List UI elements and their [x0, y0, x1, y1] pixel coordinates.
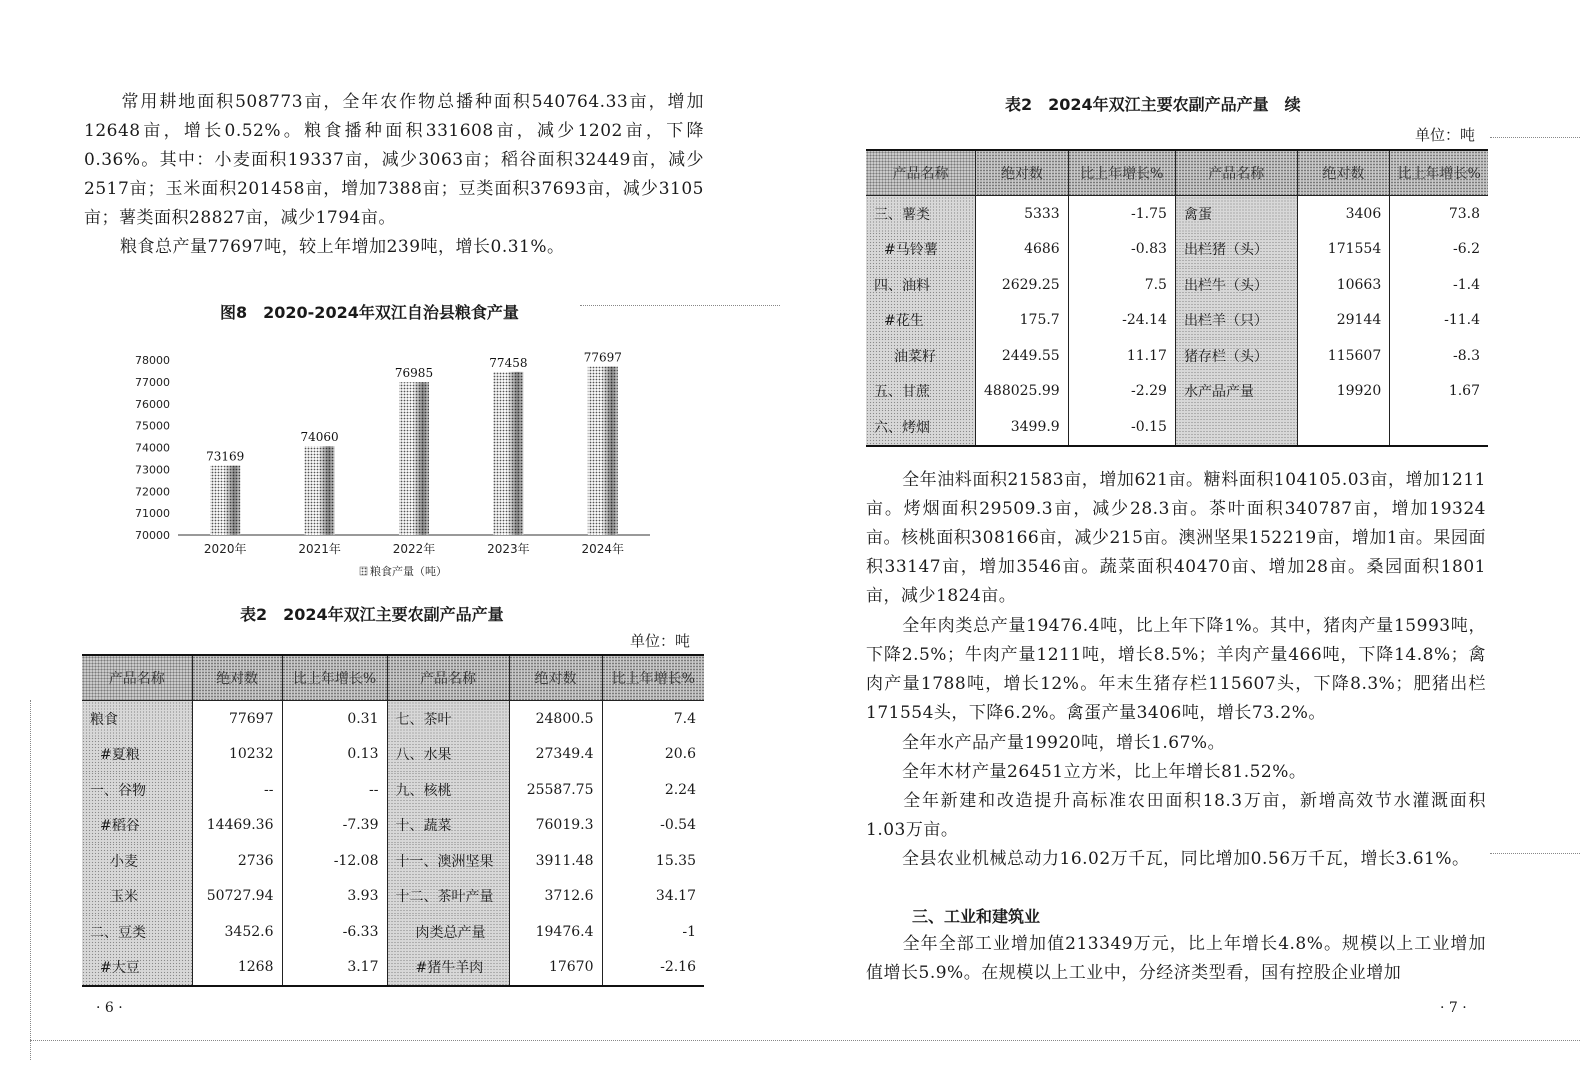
value-cell: 0.13	[282, 737, 387, 773]
value-cell: 76019.3	[509, 808, 602, 844]
value-cell: 50727.94	[192, 879, 282, 915]
product-name-cell: 七、茶叶	[387, 701, 509, 737]
product-name-cell: 十一、澳洲坚果	[387, 843, 509, 879]
value-cell: 15.35	[602, 843, 704, 879]
column-header: 比上年增长%	[282, 655, 387, 701]
column-header: 产品名称	[866, 150, 976, 196]
bar-data-label: 77458	[489, 355, 528, 370]
value-cell: 175.7	[976, 303, 1069, 339]
dotted-guide	[790, 1040, 1580, 1041]
column-header: 产品名称	[387, 655, 509, 701]
product-name-cell: 肉类总产量	[387, 914, 509, 950]
bars	[206, 351, 622, 535]
x-axis-labels	[204, 541, 624, 556]
table-row	[82, 701, 704, 737]
bar-data-label: 73169	[206, 449, 245, 464]
right-page	[790, 0, 1587, 1077]
value-cell: 115607	[1297, 338, 1390, 374]
value-cell: 17670	[509, 950, 602, 987]
table-row	[82, 737, 704, 773]
value-cell: 2629.25	[976, 267, 1069, 303]
value-cell: --	[282, 772, 387, 808]
y-tick-label: 77000	[135, 375, 170, 389]
page-number: · 6 ·	[96, 1000, 123, 1016]
table-row	[866, 232, 1488, 268]
value-cell: 2736	[192, 843, 282, 879]
paragraph-industry: 全年全部工业增加值213349万元，比上年增长4.8%。规模以上工业增加值增长5.9%。在规模以上工业中，分经济类型看，国有控股企业增加	[866, 934, 1486, 983]
y-tick-label: 75000	[135, 419, 170, 433]
products-table-continued	[866, 149, 1488, 447]
y-tick-label: 78000	[135, 354, 170, 367]
column-header: 比上年增长%	[1390, 150, 1488, 196]
column-header: 产品名称	[1175, 150, 1297, 196]
table-row	[866, 409, 1488, 446]
value-cell	[1297, 409, 1390, 446]
x-tick-label: 2022年	[392, 542, 436, 556]
product-name-cell: 禽蛋	[1175, 196, 1297, 232]
value-cell: 10663	[1297, 267, 1390, 303]
grain-bar-chart	[100, 345, 660, 585]
bar-data-label: 74060	[300, 430, 339, 445]
product-name-cell: 九、核桃	[387, 772, 509, 808]
paragraph-meat-output: 全年肉类总产量19476.4吨，比上年下降1%。其中，猪肉产量15993吨，下降2.5%；牛肉产量1211吨，增长8.5%；羊肉产量466吨，下降14.8%；禽肉产量1788吨，增长12%。年末生猪存栏115607头，下降8.3%；肥猪出栏171554头，下降6.2%。禽蛋产量3406吨，增长73.2%。	[866, 616, 1486, 723]
value-cell: -1	[602, 914, 704, 950]
figure-title: 图8 2020-2024年双江自治县粮食产量	[220, 303, 519, 322]
x-tick-label: 2023年	[487, 542, 530, 556]
product-name-cell: 四、油料	[866, 267, 976, 303]
value-cell: 3452.6	[192, 914, 282, 950]
column-header: 比上年增长%	[1068, 150, 1175, 196]
column-header: 比上年增长%	[602, 655, 704, 701]
product-name-cell: #马铃薯	[866, 232, 976, 268]
product-name-cell: 油菜籽	[866, 338, 976, 374]
value-cell: 25587.75	[509, 772, 602, 808]
table-row	[866, 338, 1488, 374]
product-name-cell: 三、薯类	[866, 196, 976, 232]
product-name-cell: 玉米	[82, 879, 192, 915]
value-cell: 0.31	[282, 701, 387, 737]
unit-label: 单位：吨	[1415, 126, 1476, 144]
column-header: 绝对数	[1297, 150, 1390, 196]
y-tick-label: 72000	[135, 485, 170, 499]
product-name-cell: 出栏猪（头）	[1175, 232, 1297, 268]
value-cell: 2.24	[602, 772, 704, 808]
value-cell: 77697	[192, 701, 282, 737]
value-cell: -2.16	[602, 950, 704, 987]
value-cell: 19920	[1297, 374, 1390, 410]
left-page	[0, 0, 790, 1077]
value-cell: 11.17	[1068, 338, 1175, 374]
products-table	[82, 654, 704, 987]
value-cell: 10232	[192, 737, 282, 773]
product-name-cell: #夏粮	[82, 737, 192, 773]
value-cell: 1.67	[1390, 374, 1488, 410]
value-cell: 488025.99	[976, 374, 1069, 410]
value-cell: -7.39	[282, 808, 387, 844]
value-cell: -12.08	[282, 843, 387, 879]
y-axis-ticks	[135, 354, 170, 542]
y-tick-label: 70000	[135, 529, 170, 542]
value-cell	[1390, 409, 1488, 446]
section-heading: 三、工业和建筑业	[912, 907, 1041, 926]
page-number: · 7 ·	[1440, 1000, 1467, 1016]
product-name-cell: 猪存栏（头）	[1175, 338, 1297, 374]
product-name-cell: 十二、茶叶产量	[387, 879, 509, 915]
value-cell: -8.3	[1390, 338, 1488, 374]
bar-shading	[399, 382, 429, 535]
table-title: 表2 2024年双江主要农副产品产量	[240, 605, 504, 624]
table-row	[82, 879, 704, 915]
table-row	[82, 808, 704, 844]
value-cell: 3712.6	[509, 879, 602, 915]
table-row	[82, 914, 704, 950]
value-cell: -0.54	[602, 808, 704, 844]
paragraph-machinery: 全县农业机械总动力16.02万千瓦，同比增加0.56万千瓦，增长3.61%。	[902, 849, 1470, 869]
dotted-guide	[580, 305, 780, 306]
bar-data-label: 77697	[583, 350, 622, 365]
column-header: 绝对数	[192, 655, 282, 701]
value-cell: -1.4	[1390, 267, 1488, 303]
value-cell: 34.17	[602, 879, 704, 915]
paragraph-grain-output: 粮食总产量77697吨，较上年增加239吨，增长0.31%。	[120, 237, 565, 257]
product-name-cell: 二、豆类	[82, 914, 192, 950]
value-cell: 4686	[976, 232, 1069, 268]
value-cell: -2.29	[1068, 374, 1175, 410]
x-tick-label: 2021年	[298, 542, 341, 556]
bar-shading	[210, 466, 240, 535]
value-cell: 2449.55	[976, 338, 1069, 374]
column-header: 绝对数	[976, 150, 1069, 196]
value-cell: 20.6	[602, 737, 704, 773]
table-row	[82, 772, 704, 808]
value-cell: -0.83	[1068, 232, 1175, 268]
table-row	[866, 303, 1488, 339]
dotted-guide	[30, 1040, 790, 1041]
table-row	[82, 843, 704, 879]
product-name-cell: 出栏羊（只）	[1175, 303, 1297, 339]
product-name-cell: 十、蔬菜	[387, 808, 509, 844]
value-cell: 3406	[1297, 196, 1390, 232]
product-name-cell: 小麦	[82, 843, 192, 879]
value-cell: -24.14	[1068, 303, 1175, 339]
y-tick-label: 74000	[135, 441, 170, 455]
dotted-guide	[30, 700, 31, 1060]
value-cell: 5333	[976, 196, 1069, 232]
value-cell: 3.93	[282, 879, 387, 915]
product-name-cell	[1175, 409, 1297, 446]
bar-shading	[493, 372, 523, 535]
product-name-cell: #稻谷	[82, 808, 192, 844]
value-cell: -6.2	[1390, 232, 1488, 268]
paragraph-aquatic: 全年水产品产量19920吨，增长1.67%。	[902, 733, 1226, 753]
product-name-cell: 一、谷物	[82, 772, 192, 808]
value-cell: --	[192, 772, 282, 808]
value-cell: 24800.5	[509, 701, 602, 737]
table-header-row	[82, 655, 704, 701]
table-row	[866, 374, 1488, 410]
product-name-cell: #大豆	[82, 950, 192, 987]
bar-data-label: 76985	[394, 366, 434, 381]
table-header-row	[866, 150, 1488, 196]
value-cell: 73.8	[1390, 196, 1488, 232]
value-cell: 14469.36	[192, 808, 282, 844]
dotted-guide	[1490, 853, 1580, 854]
value-cell: -11.4	[1390, 303, 1488, 339]
value-cell: 171554	[1297, 232, 1390, 268]
product-name-cell: #花生	[866, 303, 976, 339]
column-header: 产品名称	[82, 655, 192, 701]
dotted-guide	[1490, 137, 1580, 138]
value-cell: 3911.48	[509, 843, 602, 879]
value-cell: -6.33	[282, 914, 387, 950]
paragraph-crop-areas: 全年油料面积21583亩，增加621亩。糖料面积104105.03亩，增加1211亩。烤烟面积29509.3亩，减少28.3亩。茶叶面积340787亩，增加19324亩。核桃面积308166亩，减少215亩。澳洲坚果152219亩，增加1亩。果园面积33147亩，增加3546亩。蔬菜面积40470亩、增加28亩。桑园面积1801亩，减少1824亩。	[866, 470, 1486, 606]
table-row	[866, 196, 1488, 232]
product-name-cell: 出栏牛（头）	[1175, 267, 1297, 303]
value-cell: 29144	[1297, 303, 1390, 339]
product-name-cell: 粮食	[82, 701, 192, 737]
value-cell: 19476.4	[509, 914, 602, 950]
value-cell: 7.4	[602, 701, 704, 737]
unit-label: 单位：吨	[630, 632, 691, 650]
product-name-cell: 水产品产量	[1175, 374, 1297, 410]
x-tick-label: 2024年	[581, 542, 625, 556]
value-cell: 27349.4	[509, 737, 602, 773]
chart-legend	[360, 564, 447, 578]
value-cell: 7.5	[1068, 267, 1175, 303]
paragraph-crop-area: 常用耕地面积508773亩，全年农作物总播种面积540764.33亩，增加12648亩，增长0.52%。粮食播种面积331608亩，减少1202亩，下降0.36%。其中：小麦面积19337亩，减少3063亩；稻谷面积32449亩，减少2517亩；玉米面积201458亩，增加7388亩；豆类面积37693亩，减少3105亩；薯类面积28827亩，减少1794亩。	[84, 92, 704, 228]
bar-shading	[305, 446, 335, 535]
x-tick-label: 2020年	[203, 542, 247, 556]
column-header: 绝对数	[509, 655, 602, 701]
value-cell: 3.17	[282, 950, 387, 987]
product-name-cell: 八、水果	[387, 737, 509, 773]
value-cell: -1.75	[1068, 196, 1175, 232]
y-tick-label: 73000	[135, 463, 170, 477]
legend-label: 粮食产量（吨）	[370, 565, 447, 578]
legend-swatch	[360, 567, 367, 575]
product-name-cell: 六、烤烟	[866, 409, 976, 446]
paragraph-farmland: 全年新建和改造提升高标准农田面积18.3万亩，新增高效节水灌溉面积1.03万亩。	[866, 791, 1486, 840]
paragraph-timber: 全年木材产量26451立方米，比上年增长81.52%。	[902, 762, 1307, 782]
y-tick-label: 76000	[135, 397, 170, 411]
table-row	[866, 267, 1488, 303]
value-cell: 1268	[192, 950, 282, 987]
value-cell: 3499.9	[976, 409, 1069, 446]
table-title-continued: 表2 2024年双江主要农副产品产量 续	[1005, 95, 1301, 114]
product-name-cell: #猪牛羊肉	[387, 950, 509, 987]
y-tick-label: 71000	[135, 507, 170, 521]
table-row	[82, 950, 704, 987]
value-cell: -0.15	[1068, 409, 1175, 446]
bar-shading	[588, 367, 618, 535]
product-name-cell: 五、甘蔗	[866, 374, 976, 410]
